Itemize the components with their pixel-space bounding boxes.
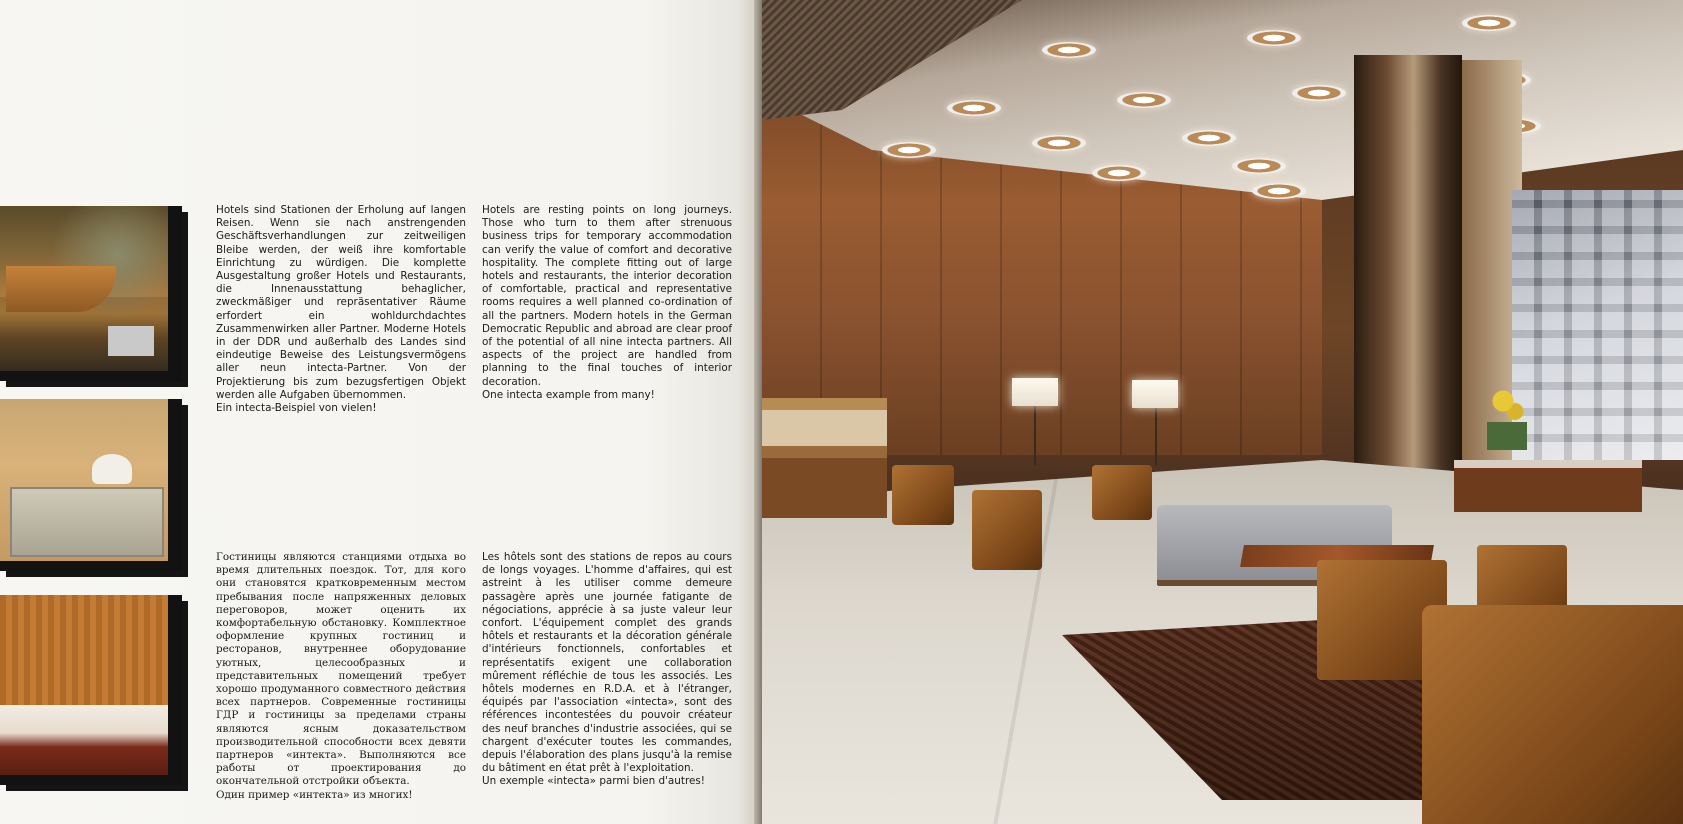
armchair xyxy=(892,465,954,525)
german-tagline: Ein intecta-Beispiel von vielen! xyxy=(216,402,377,415)
mosaic-wall xyxy=(1512,190,1683,460)
ceiling-spotlight xyxy=(882,142,936,158)
french-body: Les hôtels sont des stations de repos au cours de longs voyages. L'homme d'affaires, qui est astreint à les utiliser comme demeure passagère après une journée fatigante de négociations, apprécie à sa juste valeur leur confort. L'équipement complet des grands hôtels et restaurants et la décoration générale d'intérieurs fonctionnels, confortables et représentatifs exigent une collaboration mûrement réfléchie de tous les associés. Les hôtels modernes en R.D.A. et à l'étranger, équipés par l'association «intecta», sont des références incontestées du pouvoir créateur des neuf branches d'industrie associées, qui se chargent d'exécuter toutes les commandes, depuis l'élaboration des plans jusqu'à la remise du bâtiment en état prêt à l'exploitation. xyxy=(482,551,732,775)
russian-tagline: Один пример «интекта» из многих! xyxy=(216,788,413,801)
ceiling-spotlight xyxy=(1292,85,1346,101)
lamp-stem xyxy=(1155,405,1157,465)
ceiling-spotlight xyxy=(1232,158,1286,174)
dining-room-thumbnail-photo xyxy=(0,595,182,785)
lamp-stem xyxy=(1034,405,1036,465)
radio-telephone-thumbnail-photo xyxy=(0,399,182,571)
russian-text xyxy=(216,551,466,802)
german-text xyxy=(216,204,466,415)
mirrored-column xyxy=(1354,55,1462,495)
english-tagline: One intecta example from many! xyxy=(482,388,655,401)
ceiling-spotlight xyxy=(1182,130,1236,146)
ceiling-spotlight xyxy=(1462,15,1516,31)
bar-thumbnail-photo xyxy=(0,206,182,381)
foreground-armchair xyxy=(1422,605,1683,824)
wall-shelf xyxy=(762,398,887,518)
hotel-lounge-photo xyxy=(762,0,1683,824)
ceiling-spotlight xyxy=(1252,183,1306,199)
ceiling-spotlight xyxy=(1032,135,1086,151)
reception-counter xyxy=(1454,460,1642,512)
german-body: Hotels sind Stationen der Erholung auf langen Reisen. Wenn sie nach anstrengenden Geschäftsverhandlungen zur zeitweiligen Bleibe werden, der weiß ihre komfortable Einrichtung zu würdigen. Die komplette Ausgestaltung großer Hotels und Restaurants, die Innenausstattung behaglicher, zweckmäßiger und repräsentativer Räume erfordert ein wohldurchdachtes Zusammenwirken aller Partner. Moderne Hotels in der DDR und außerhalb des Landes sind eindeutige Beweise des Leistungsvermögens aller neun intecta-Partner. Von der Projektierung bis zum bezugsfertigen Objekt werden alle Aufgaben übernommen. xyxy=(216,204,466,401)
english-text xyxy=(482,204,732,402)
french-tagline: Un exemple «intecta» parmi bien d'autres! xyxy=(482,775,705,788)
ceiling-spotlight xyxy=(1117,92,1171,108)
french-text xyxy=(482,551,732,789)
ceiling-spotlight xyxy=(1247,30,1301,46)
floor-lamp xyxy=(1132,380,1178,408)
armchair xyxy=(972,490,1042,570)
floor-lamp xyxy=(1012,378,1058,406)
english-body: Hotels are resting points on long journeys. Those who turn to them after strenuous business trips for temporary accommodation can verify the value of comfort and decorative hospitality. The complete fitting out of large hotels and restaurants, the interior decoration of comfortable, practical and representative rooms requires a well planned co-ordination of all the partners. Modern hotels in the German Democratic Republic and abroad are clear proof of the potential of all nine intecta partners. All aspects of the project are handled from planning to the final touches of interior decoration. xyxy=(482,204,732,388)
russian-body: Гостиницы являются станциями отдыха во время длительных поездок. Тот, для кого они становятся кратковременным местом пребывания после напряженных деловых переговоров, может оценить их комфортабельную обстановку. Комплектное оформление крупных гостиниц и ресторанов, внутреннее оборудование уютных, целесообразных и представительных помещений требует хорошо продуманного совместного действия всех партнеров. Современные гостиницы ГДР и гостиницы за пределами страны являются ясным доказательством производительной способности всех девяти партнеров «интекта». Выполняются все работы от проектирования до окончательной отстройки объекта. xyxy=(216,551,466,788)
ceiling-spotlight xyxy=(1092,165,1146,181)
ceiling-spotlight xyxy=(947,100,1001,116)
ceiling-spotlight xyxy=(1042,42,1096,58)
left-page xyxy=(0,0,760,824)
armchair xyxy=(1092,465,1152,520)
flower-vase xyxy=(1487,380,1527,450)
